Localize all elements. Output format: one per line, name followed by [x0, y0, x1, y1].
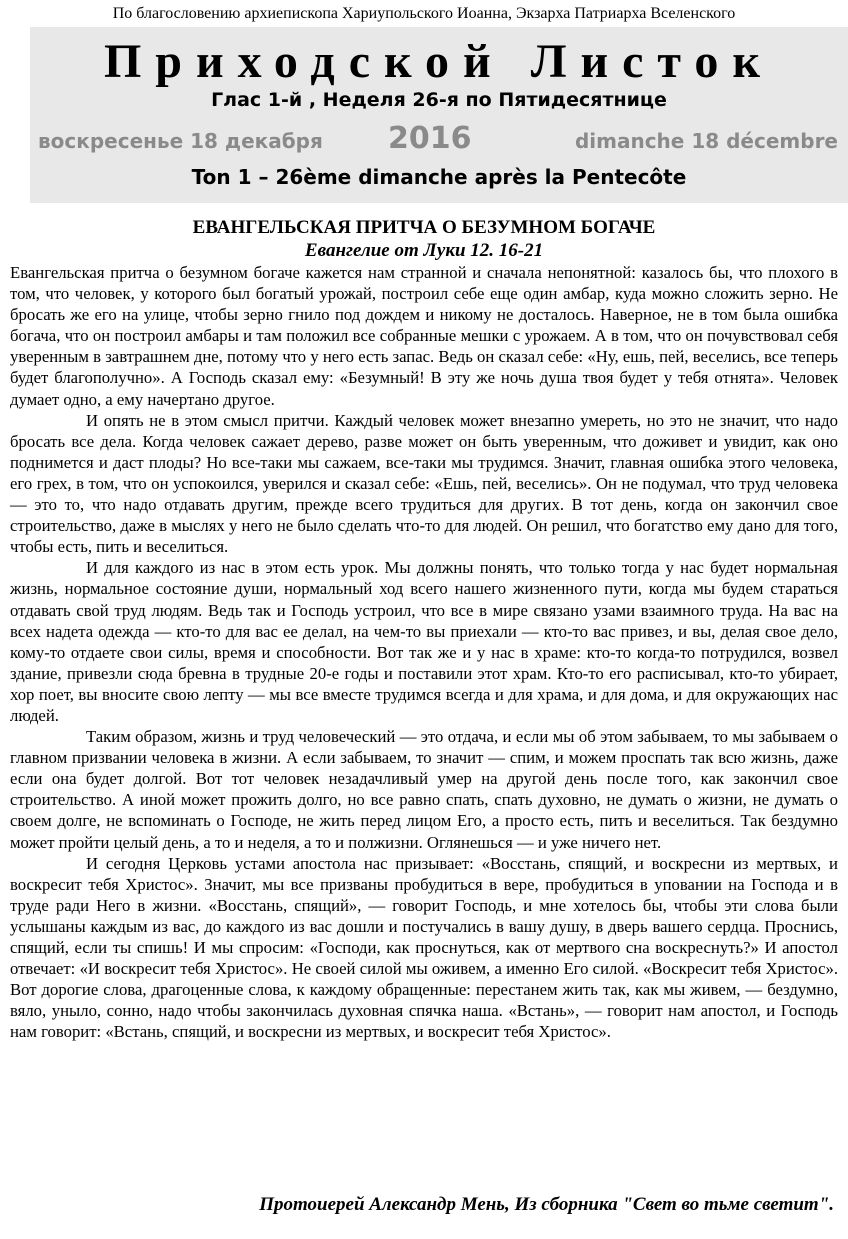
- author-signature: Протоиерей Александр Мень, Из сборника "Свет во тьме светит".: [259, 1194, 834, 1215]
- header-banner: [30, 27, 848, 203]
- page-title: Приходской Листок: [103, 35, 775, 88]
- liturgical-subtitle: Глас 1-й , Неделя 26-я по Пятидесятнице: [211, 89, 667, 111]
- paragraph-3: И для каждого из нас в этом есть урок. Мы должны понять, что только тогда у нас будет нормальная жизнь, нормальное состояние души, нормальный ход всего нашего жизненного пути, когда мы будем стараться отдавать свой труд людям. Ведь так и Господь устроил, что все в мире связано узами взаимного труда. На вас на всех надета одежда — кто-то для вас ее делал, на чем-то вы приехали — кто-то вас привез, и вы, делая свое дело, кому-то отдаете свои силы, время и способности. Вот так же и у нас в храме: кто-то когда-то потрудился, возвел здание, привезли сюда бревна в трудные 20-е годы и поставили этот храм. Кто-то его расписывал, кто-то убирает, хор поет, вы вносите свою лепту — мы все вместе трудимся всегда и для храма, и для дома, и для окружающих нас людей.: [10, 558, 838, 725]
- paragraph-2: И опять не в этом смысл притчи. Каждый человек может внезапно умереть, но это не значит, что надо бросать все дела. Когда человек сажает дерево, разве может он быть уверенным, что доживет и увидит, как оно поднимется и даст плоды? Но все-таки мы сажаем, все-таки мы трудимся. Значит, главная ошибка этого человека, его грех, в том, что он успокоился, уверился и сказал себе: «Ешь, пей, веселись». Он не подумал, что труд человека — это то, что надо отдавать другим, прежде всего трудиться для других. В тот день, когда он закончил свое строительство, даже в мыслях у него не было сделать что-то для людей. Он решил, что богатство ему дано для того, чтобы есть, пить и веселиться.: [10, 410, 838, 557]
- article-body: [10, 262, 838, 1042]
- year: 2016: [388, 121, 472, 156]
- paragraph-4: Таким образом, жизнь и труд человеческий — это отдача, и если мы об этом забываем, то мы забываем о главном призвании человека в жизни. А если забываем, то значит — спим, и можем проспать так всю жизнь, даже если она будет долгой. Вот тот человек незадачливый умер на другой день после того, как закончил свое строительство. А иной может прожить долго, но все равно спать, спать духовно, не думать о жизни, не думать о своем долге, не вспоминать о Господе, не жить перед лицом Его, а просто есть, пить и веселиться. Так бездумно может пройти целый день, а то и неделя, а то и полжизни. Оглянешься — и уже ничего нет.: [10, 727, 838, 852]
- blessing-line: По благословению архиепископа Хариупольского Иоанна, Экзарха Патриарха Вселенского: [112, 5, 736, 22]
- date-french: dimanche 18 décembre: [574, 129, 838, 153]
- gospel-reference: Евангелие от Луки 12. 16-21: [304, 240, 544, 261]
- article-title: ЕВАНГЕЛЬСКАЯ ПРИТЧА О БЕЗУМНОМ БОГАЧЕ: [192, 217, 656, 238]
- date-row: [30, 121, 848, 161]
- french-subtitle: Ton 1 – 26ème dimanche après la Pentecôte: [191, 165, 687, 189]
- paragraph-1: Евангельская притча о безумном богаче кажется нам странной и сначала непонятной: казалось бы, что плохого в том, что человек, у которого был богатый урожай, построил себе еще один амбар, куда можно сложить зерно. Не бросать же его на улице, чтобы зерно гнило под дождем и никому не досталось. Наверное, не в том была ошибка богача, что он построил амбары и там положил все собранные мешки с урожаем. А в том, что он почувствовал себя уверенным в завтрашнем дне, потому что у него есть запас. Ведь он сказал себе: «Ну, ешь, пей, веселись, все теперь будет благополучно». А Господь сказал ему: «Безумный! В эту же ночь душа твоя будет у тебя отнята». Человек думает одно, а ему начертано другое.: [10, 263, 838, 409]
- paragraph-5: И сегодня Церковь устами апостола нас призывает: «Восстань, спящий, и воскресни из мертвых, и воскресит тебя Христос». Значит, мы все призваны пробудиться в вере, пробудиться в уповании на Господа и в труде ради Него в жизни. «Восстань, спящий», — говорит Господь, и мне хотелось бы, чтобы эти слова были услышаны каждым из вас, до каждого из вас дошли и постучались в вашу душу, в дверь вашего сердца. Проснись, спящий, если ты спишь! И мы спросим: «Господи, как проснуться, как от мертвого сна воскреснуть?» И апостол отвечает: «И воскресит тебя Христос». Не своей силой мы оживем, а именно Его силой. «Воскресит тебя Христос». Вот дорогие слова, драгоценные слова, к каждому обращенные: перестанем жить так, как мы живем, — бездумно, вяло, уныло, сонно, надо чтобы закончилась духовная спячка наша. «Встань», — говорит нам апостол, и Господь нам говорит: «Встань, спящий, и воскресни из мертвых, и воскресит тебя Христос».: [10, 853, 838, 1042]
- date-russian: воскресенье 18 декабря: [38, 129, 323, 153]
